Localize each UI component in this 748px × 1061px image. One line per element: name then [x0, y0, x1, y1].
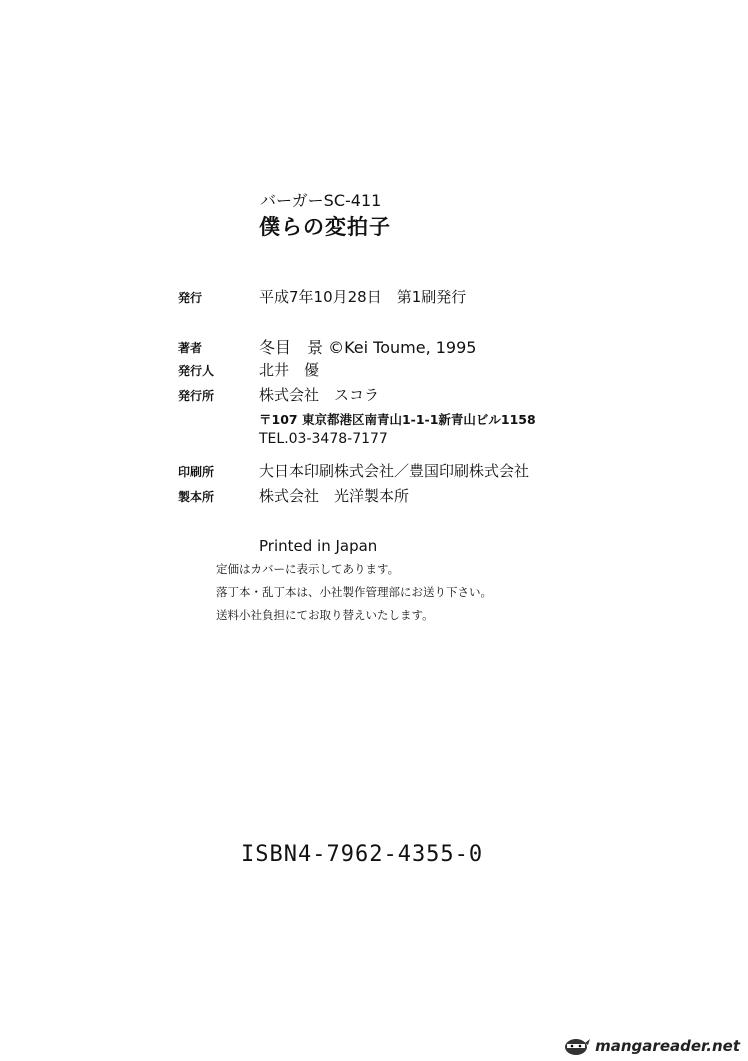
- publisher-person-label: 発行人: [178, 364, 215, 378]
- printed-in-japan: Printed in Japan: [259, 537, 378, 555]
- publisher-tel: TEL.03-3478-7177: [259, 431, 388, 447]
- publication-date: 平成7年10月28日 第1刷発行: [259, 288, 467, 306]
- printer-label: 印刷所: [178, 465, 215, 479]
- series-code: バーガーSC-411: [260, 191, 382, 210]
- publisher-address: 〒107 東京都港区南青山1-1-1新青山ビル1158: [259, 412, 536, 427]
- publication-label: 発行: [178, 291, 203, 305]
- defect-note: 落丁本・乱丁本は、小社製作管理部にお送り下さい。: [216, 585, 492, 599]
- watermark-text: mangareader.net: [595, 1037, 740, 1055]
- publisher-person-value: 北井 優: [259, 361, 320, 379]
- printer-value: 大日本印刷株式会社／豊国印刷株式会社: [259, 462, 530, 480]
- shipping-note: 送料小社負担にてお取り替えいたします。: [216, 608, 434, 622]
- publisher-label: 発行所: [178, 389, 215, 403]
- ninja-mascot-icon: [561, 1035, 591, 1057]
- binder-label: 製本所: [178, 490, 215, 504]
- binder-value: 株式会社 光洋製本所: [259, 487, 410, 505]
- watermark: [561, 1035, 740, 1057]
- isbn-code: ISBN4-7962-4355-0: [241, 842, 484, 867]
- publisher-value: 株式会社 スコラ: [259, 386, 380, 404]
- price-note: 定価はカバーに表示してあります。: [216, 562, 400, 576]
- author-label: 著者: [178, 341, 203, 355]
- author-value: 冬目 景 ©Kei Toume, 1995: [259, 338, 477, 357]
- book-title: 僕らの変拍子: [259, 215, 391, 239]
